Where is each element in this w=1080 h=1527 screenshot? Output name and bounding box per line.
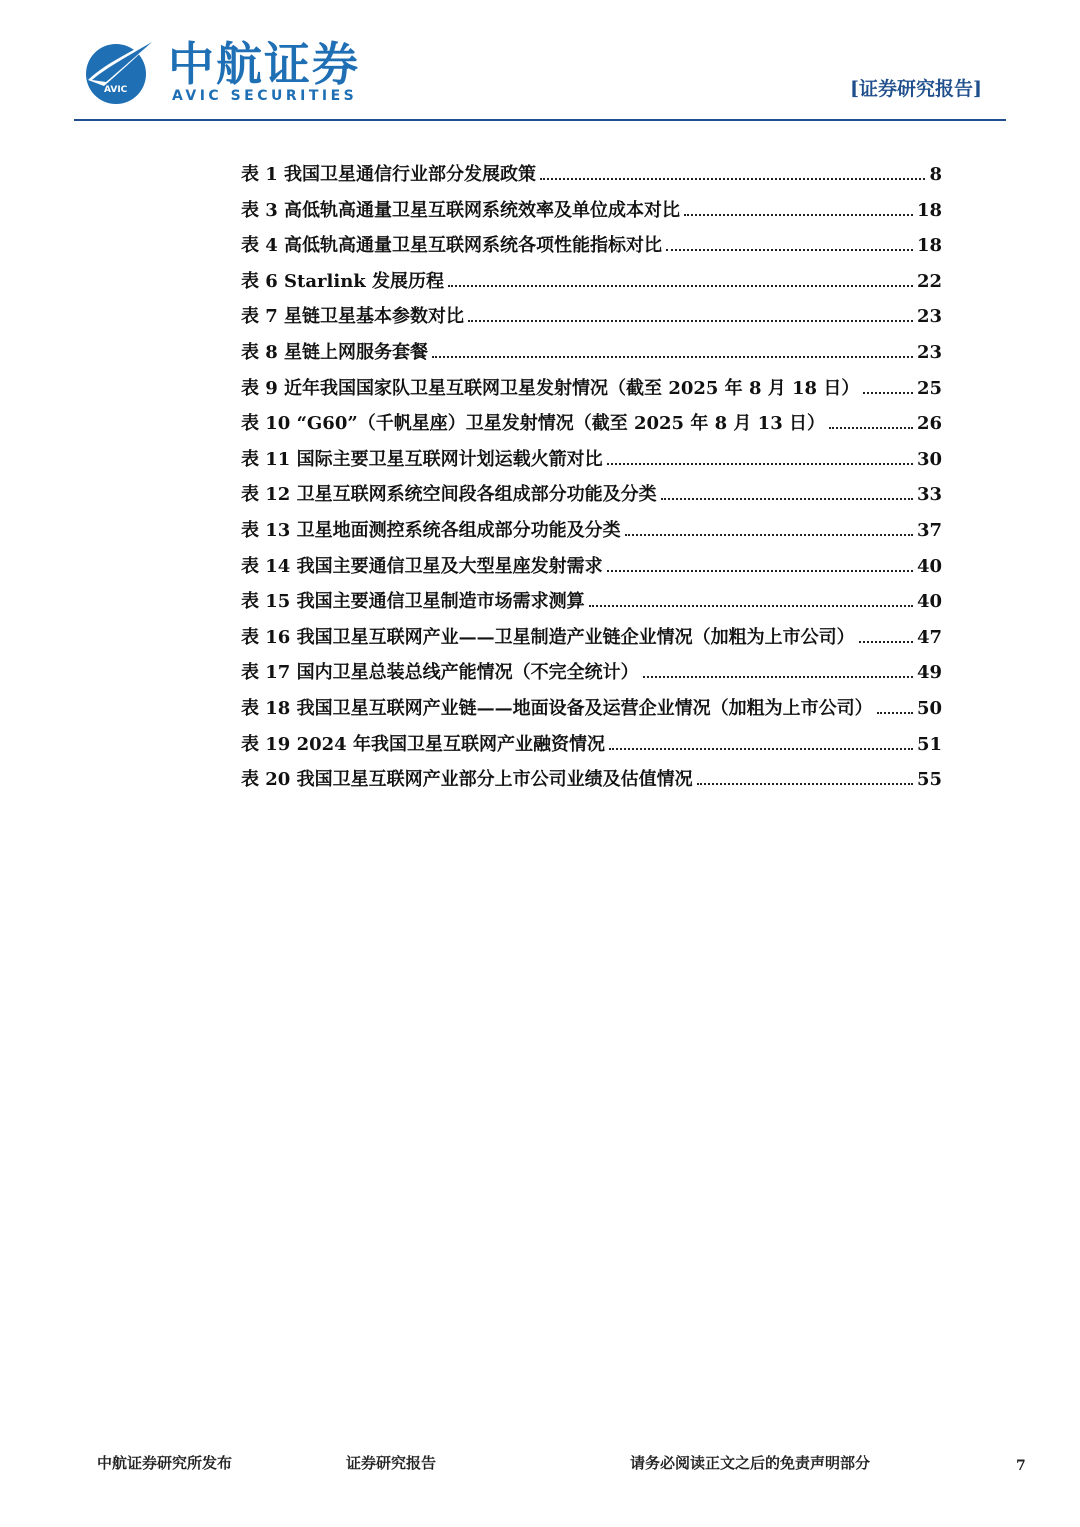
toc-entry-title: 表 3 高低轨高通量卫星互联网系统效率及单位成本对比: [241, 199, 681, 221]
toc-entry-page: 26: [916, 413, 942, 435]
toc-entry-title: 表 9 近年我国国家队卫星互联网卫星发射情况（截至 2025 年 8 月 18 日）: [241, 377, 860, 399]
page-number: 7: [1016, 1458, 1026, 1474]
toc-dot-leader: [589, 605, 913, 607]
toc-entry-title: 表 20 我国卫星互联网产业部分上市公司业绩及估值情况: [241, 769, 693, 791]
toc-entry-title: 表 14 我国主要通信卫星及大型星座发射需求: [241, 555, 603, 577]
toc-entry[interactable]: [241, 445, 942, 481]
toc-entry-page: 37: [916, 519, 942, 541]
toc-dot-leader: [448, 285, 913, 287]
table-of-contents: [241, 160, 942, 801]
toc-entry[interactable]: [241, 480, 942, 516]
toc-entry-page: 55: [916, 769, 942, 791]
footer-disclaimer: 请务必阅读正文之后的免责声明部分: [630, 1454, 871, 1472]
toc-entry-title: 表 7 星链卫星基本参数对比: [241, 306, 465, 328]
toc-dot-leader: [863, 392, 913, 394]
toc-entry-page: 18: [916, 235, 942, 257]
toc-entry-page: 8: [929, 164, 942, 185]
toc-entry-page: 22: [916, 270, 942, 292]
avic-plane-logo-icon: [82, 36, 158, 106]
footer-publisher: 中航证券研究所发布: [97, 1454, 233, 1472]
toc-entry-title: 表 16 我国卫星互联网产业——卫星制造产业链企业情况（加粗为上市公司）: [241, 626, 855, 648]
toc-entry-title: 表 15 我国主要通信卫星制造市场需求测算: [241, 591, 585, 613]
toc-entry[interactable]: [241, 694, 942, 730]
toc-entry[interactable]: [241, 552, 942, 588]
toc-entry[interactable]: [241, 231, 942, 267]
toc-dot-leader: [540, 178, 925, 180]
toc-entry[interactable]: [241, 765, 942, 801]
toc-dot-leader: [468, 320, 913, 322]
toc-entry[interactable]: [241, 302, 942, 338]
toc-entry[interactable]: [241, 587, 942, 623]
toc-entry[interactable]: [241, 374, 942, 410]
toc-entry-page: 23: [916, 341, 942, 363]
toc-dot-leader: [684, 214, 913, 216]
toc-entry-page: 30: [916, 448, 942, 470]
toc-entry[interactable]: [241, 160, 942, 196]
toc-entry[interactable]: [241, 658, 942, 694]
logo-chinese-name: 中航证券: [168, 37, 360, 91]
toc-entry-title: 表 1 我国卫星通信行业部分发展政策: [241, 164, 537, 185]
toc-entry-page: 47: [916, 626, 942, 648]
toc-entry[interactable]: [241, 409, 942, 445]
toc-entry-page: 50: [916, 697, 942, 719]
page-header: [0, 0, 1080, 125]
page-footer: [0, 1440, 1080, 1500]
toc-dot-leader: [661, 498, 913, 500]
toc-dot-leader: [877, 712, 913, 714]
header-divider: [74, 119, 1006, 121]
toc-entry-page: 40: [916, 555, 942, 577]
toc-entry-page: 40: [916, 591, 942, 613]
toc-entry-title: 表 10 “G60”（千帆星座）卫星发射情况（截至 2025 年 8 月 13 日）: [241, 413, 825, 435]
report-type-tag: [证券研究报告]: [850, 78, 982, 100]
toc-entry-title: 表 13 卫星地面测控系统各组成部分功能及分类: [241, 519, 621, 541]
toc-entry-page: 18: [916, 199, 942, 221]
toc-dot-leader: [607, 570, 913, 572]
toc-entry[interactable]: [241, 623, 942, 659]
toc-entry[interactable]: [241, 196, 942, 232]
toc-dot-leader: [625, 534, 913, 536]
toc-dot-leader: [666, 249, 913, 251]
toc-entry-title: 表 18 我国卫星互联网产业链——地面设备及运营企业情况（加粗为上市公司）: [241, 697, 873, 719]
toc-entry-page: 51: [916, 733, 942, 755]
toc-entry-title: 表 4 高低轨高通量卫星互联网系统各项性能指标对比: [241, 235, 663, 257]
toc-dot-leader: [609, 748, 913, 750]
toc-entry-title: 表 11 国际主要卫星互联网计划运载火箭对比: [241, 448, 603, 470]
toc-entry-page: 23: [916, 306, 942, 328]
toc-entry-page: 33: [916, 484, 942, 506]
toc-entry[interactable]: [241, 730, 942, 766]
avic-logo: [82, 36, 382, 106]
toc-entry-page: 25: [916, 377, 942, 399]
logo-english-name: AVIC SECURITIES: [172, 88, 358, 104]
toc-entry[interactable]: [241, 267, 942, 303]
toc-entry-title: 表 17 国内卫星总装总线产能情况（不完全统计）: [241, 662, 639, 684]
toc-dot-leader: [643, 676, 913, 678]
toc-entry[interactable]: [241, 338, 942, 374]
toc-entry-page: 49: [916, 662, 942, 684]
toc-dot-leader: [859, 641, 913, 643]
footer-report-type: 证券研究报告: [346, 1454, 437, 1472]
toc-entry[interactable]: [241, 516, 942, 552]
toc-entry-title: 表 12 卫星互联网系统空间段各组成部分功能及分类: [241, 484, 657, 506]
toc-entry-title: 表 6 Starlink 发展历程: [241, 270, 445, 292]
toc-dot-leader: [829, 427, 913, 429]
toc-dot-leader: [697, 783, 913, 785]
toc-entry-title: 表 19 2024 年我国卫星互联网产业融资情况: [241, 733, 605, 755]
logo-mark-text: AVIC: [104, 85, 128, 95]
toc-entry-title: 表 8 星链上网服务套餐: [241, 341, 429, 363]
toc-dot-leader: [432, 356, 913, 358]
toc-dot-leader: [607, 463, 913, 465]
